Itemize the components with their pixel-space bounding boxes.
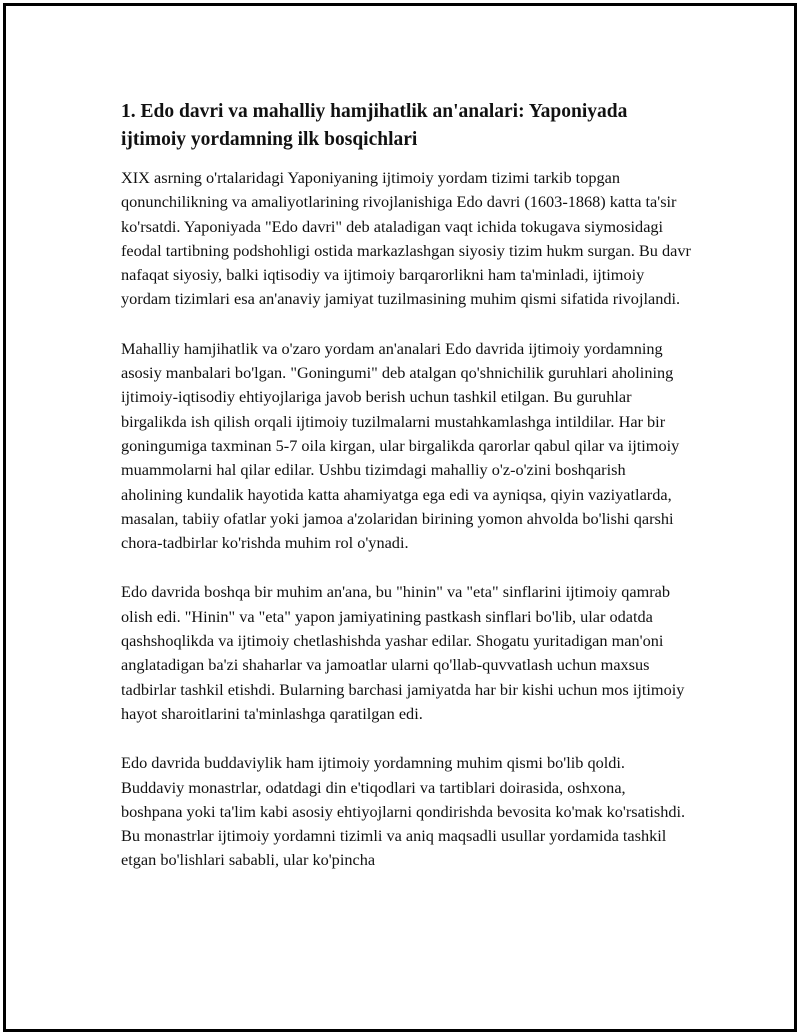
section-heading: 1. Edo davri va mahalliy hamjihatlik an'analari: Yaponiyada ijtimoiy yordamning ilk bosqichlari — [121, 101, 628, 150]
paragraph: XIX asrning o'rtalaridagi Yaponiyaning ijtimoiy yordam tizimi tarkib topgan qonunchilikning va amaliyotlarining rivojlanishiga Edo davri (1603-1868) katta ta'sir ko'rsatdi. Yaponiyada "Edo davri" deb ataladigan vaqt ichida tokugava siymosidagi feodal tartibning podshohligi ostida markazlashgan siyosiy tizim hukm surgan. Bu davr nafaqat siyosiy, balki iqtisodiy va ijtimoiy barqarorlikni ham ta'minladi, ijtimoiy yordam tizimlari esa an'anaviy jamiyat tuzilmasining muhim qismi sifatida rivojlandi. — [121, 168, 691, 309]
paragraph: Edo davrida boshqa bir muhim an'ana, bu "hinin" va "eta" sinflarini ijtimoiy qamrab olish edi. "Hinin" va "eta" yapon jamiyatining pastkash sinflari bo'lib, ular odatda qashshoqlikda va ijtimoiy chetlashishda yashar edilar. Shogatu yuritadigan man'oni anglatadigan ba'zi shaharlar va jamoatlar ularni qo'llab-quvvatlash uchun maxsus tadbirlar tashkil etishdi. Bularning barchasi jamiyatda har bir kishi uchun mos ijtimoiy hayot sharoitlarini ta'minlashga qaratilgan edi. — [121, 582, 685, 723]
paragraph: Edo davrida buddaviylik ham ijtimoiy yordamning muhim qismi bo'lib qoldi. Buddaviy monastrlar, odatdagi din e'tiqodlari va tartiblari doirasida, oshxona, boshpana yoki ta'lim kabi asosiy ehtiyojlarni qondirishda bevosita ko'mak ko'rsatishdi. Bu monastrlar ijtimoiy yordamni tizimli va aniq maqsadli usullar yordamida tashkil etgan bo'lishlari sababli, ular ko'pincha — [121, 753, 686, 870]
document-body — [121, 98, 691, 873]
page-frame — [3, 3, 797, 1032]
paragraph: Mahalliy hamjihatlik va o'zaro yordam an'analari Edo davrida ijtimoiy yordamning asosiy manbalari bo'lgan. "Goningumi" deb atalgan qo'shnichilik guruhlari aholining ijtimoiy-iqtisodiy ehtiyojlariga javob berish uchun tashkil etilgan. Bu guruhlar birgalikda ish qilish orqali ijtimoiy tuzilmalarni mustahkamlashga intildilar. Har bir goningumiga taxminan 5-7 oila kirgan, ular birgalikda qarorlar qabul qilar va ijtimoiy muammolarni hal qilar edilar. Ushbu tizimdagi mahalliy o'z-o'zini boshqarish aholining kundalik hayotida katta ahamiyatga ega edi va ayniqsa, qiyin vaziyatlarda, masalan, tabiiy ofatlar yoki jamoa a'zolaridan birining yomon ahvolda bo'lishi qarshi chora-tadbirlar ko'rishda muhim rol o'ynadi. — [121, 338, 680, 553]
